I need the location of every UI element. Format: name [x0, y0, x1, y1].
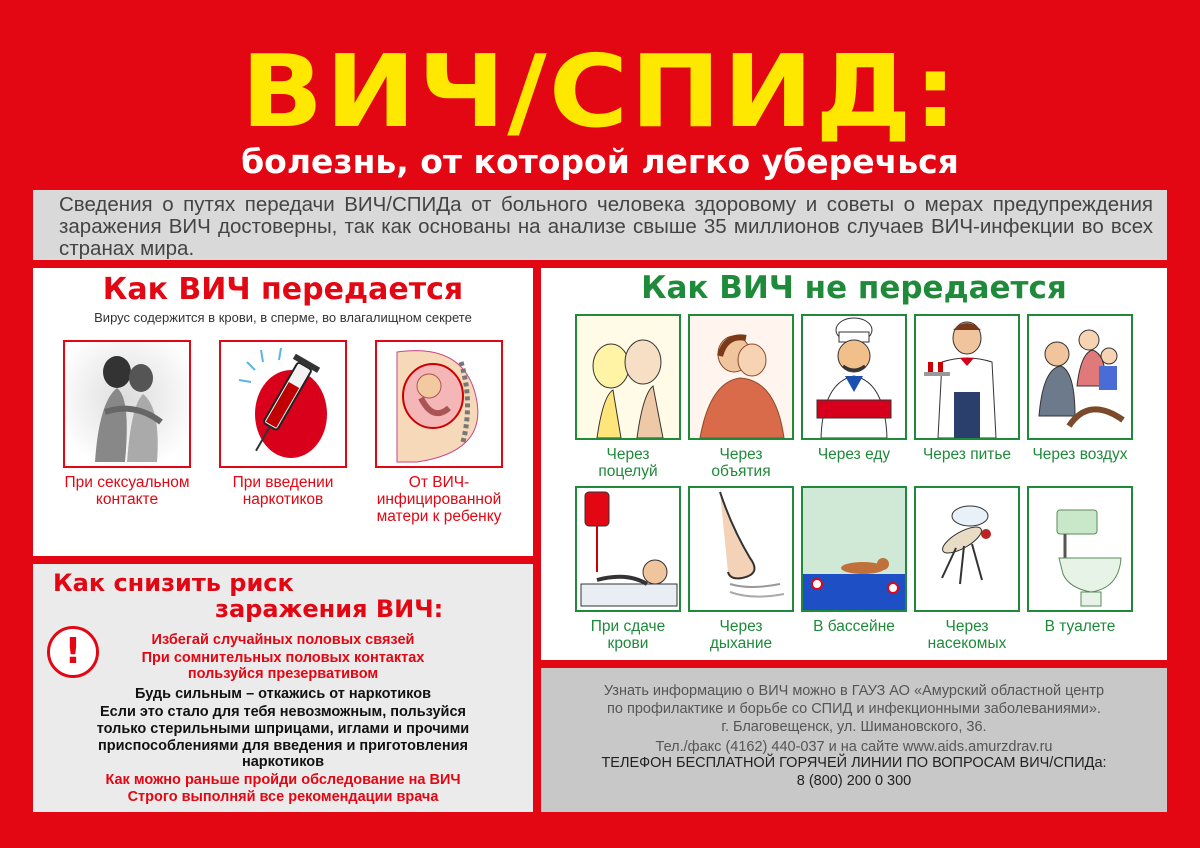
risk-advice: приспособлениями для введения и приготовления	[98, 738, 468, 754]
safe-label: Через поцелуй	[598, 446, 658, 480]
safe-label: При сдаче крови	[590, 618, 666, 652]
risk-advice: пользуйся презервативом	[187, 666, 379, 682]
safe-item-breathing	[688, 486, 794, 652]
safe-label: Через воздух	[1032, 446, 1128, 463]
safe-item-blood-donation	[575, 486, 681, 652]
mosquito-illustration	[914, 486, 1020, 612]
syringe-illustration	[219, 340, 347, 468]
hotline-number: 8 (800) 200 0 300	[796, 773, 912, 789]
safe-label: В туалете	[1044, 618, 1116, 635]
transmitted-heading: Как ВИЧ передается	[102, 272, 464, 307]
nose-illustration	[688, 486, 794, 612]
risk-advice: только стерильными шприцами, иглами и прочими	[96, 721, 470, 737]
safe-label: Через дыхание	[709, 618, 773, 652]
safe-label: Через объятия	[711, 446, 771, 480]
risk-advice: Как можно раньше пройди обследование на ВИЧ	[105, 772, 461, 788]
risk-advice: Избегай случайных половых связей	[151, 632, 415, 648]
safe-item-kiss	[575, 314, 681, 480]
waiter-illustration	[914, 314, 1020, 440]
info-line: по профилактике и борьбе со СПИД и инфекционными заболеваниями».	[607, 701, 1101, 717]
risk-advice: наркотиков	[241, 754, 325, 770]
info-line: Узнать информацию о ВИЧ можно в ГАУЗ АО «Амурский областной центр	[603, 683, 1105, 699]
info-panel	[541, 668, 1167, 812]
safe-label: Через насекомых	[927, 618, 1007, 652]
transmission-drugs	[219, 340, 347, 508]
transmitted-panel	[33, 268, 533, 556]
safe-item-drink	[914, 314, 1020, 463]
risk-panel	[33, 564, 533, 812]
not-transmitted-panel	[541, 268, 1167, 660]
risk-advice: Если это стало для тебя невозможным, пользуйся	[100, 704, 466, 720]
transmission-sexual	[63, 340, 191, 508]
safe-label: Через еду	[817, 446, 891, 463]
kiss-illustration	[575, 314, 681, 440]
safe-item-air	[1027, 314, 1133, 463]
info-line: Тел./факс (4162) 440-037 и на сайте www.aids.amurzdrav.ru	[655, 739, 1053, 755]
fine-print	[600, 818, 1170, 832]
risk-advice: Будь сильным – откажись от наркотиков	[134, 686, 431, 702]
transmission-mother-child	[375, 340, 503, 525]
safe-item-toilet	[1027, 486, 1133, 635]
transmission-label: При введении наркотиков	[232, 474, 334, 508]
chef-illustration	[801, 314, 907, 440]
hug-illustration	[688, 314, 794, 440]
poster-title: ВИЧ/СПИД:	[240, 33, 960, 150]
risk-advice: Строго выполняй все рекомендации врача	[127, 789, 439, 805]
couple-illustration	[63, 340, 191, 468]
transmission-label: От ВИЧ-инфицированной матери к ребенку	[376, 474, 502, 525]
warning-icon: !	[47, 626, 99, 678]
family-illustration	[1027, 314, 1133, 440]
safe-label: Через питье	[922, 446, 1012, 463]
virus-note: Вирус содержится в крови, в сперме, во влагалищном секрете	[94, 310, 472, 325]
safe-item-food	[801, 314, 907, 463]
swimmer-illustration	[801, 486, 907, 612]
safe-label: В бассейне	[813, 618, 895, 635]
risk-heading-line1: Как снизить риск	[53, 569, 294, 597]
safe-item-insects	[914, 486, 1020, 652]
safe-item-hug	[688, 314, 794, 480]
toilet-illustration	[1027, 486, 1133, 612]
transmission-label: При сексуальном контакте	[64, 474, 190, 508]
pregnancy-illustration	[375, 340, 503, 468]
intro-paragraph: Сведения о путях передачи ВИЧ/СПИДа от больного человека здоровому и советы о мерах предупреждения заражения ВИЧ достоверны, так как основаны на анализе свыше 35 миллионов случаев ВИЧ-инфекции во всех странах мира.	[33, 190, 1167, 260]
poster-subtitle: болезнь, от которой легко уберечься	[241, 142, 959, 181]
blood-donation-illustration	[575, 486, 681, 612]
info-line: г. Благовещенск, ул. Шимановского, 36.	[721, 719, 987, 735]
risk-advice: При сомнительных половых контактах	[141, 650, 425, 666]
safe-item-pool	[801, 486, 907, 635]
not-transmitted-heading: Как ВИЧ не передается	[641, 270, 1067, 306]
hotline-caption: ТЕЛЕФОН БЕСПЛАТНОЙ ГОРЯЧЕЙ ЛИНИИ ПО ВОПРОСАМ ВИЧ/СПИДа:	[601, 755, 1107, 771]
risk-heading-line2: заражения ВИЧ:	[215, 595, 444, 623]
